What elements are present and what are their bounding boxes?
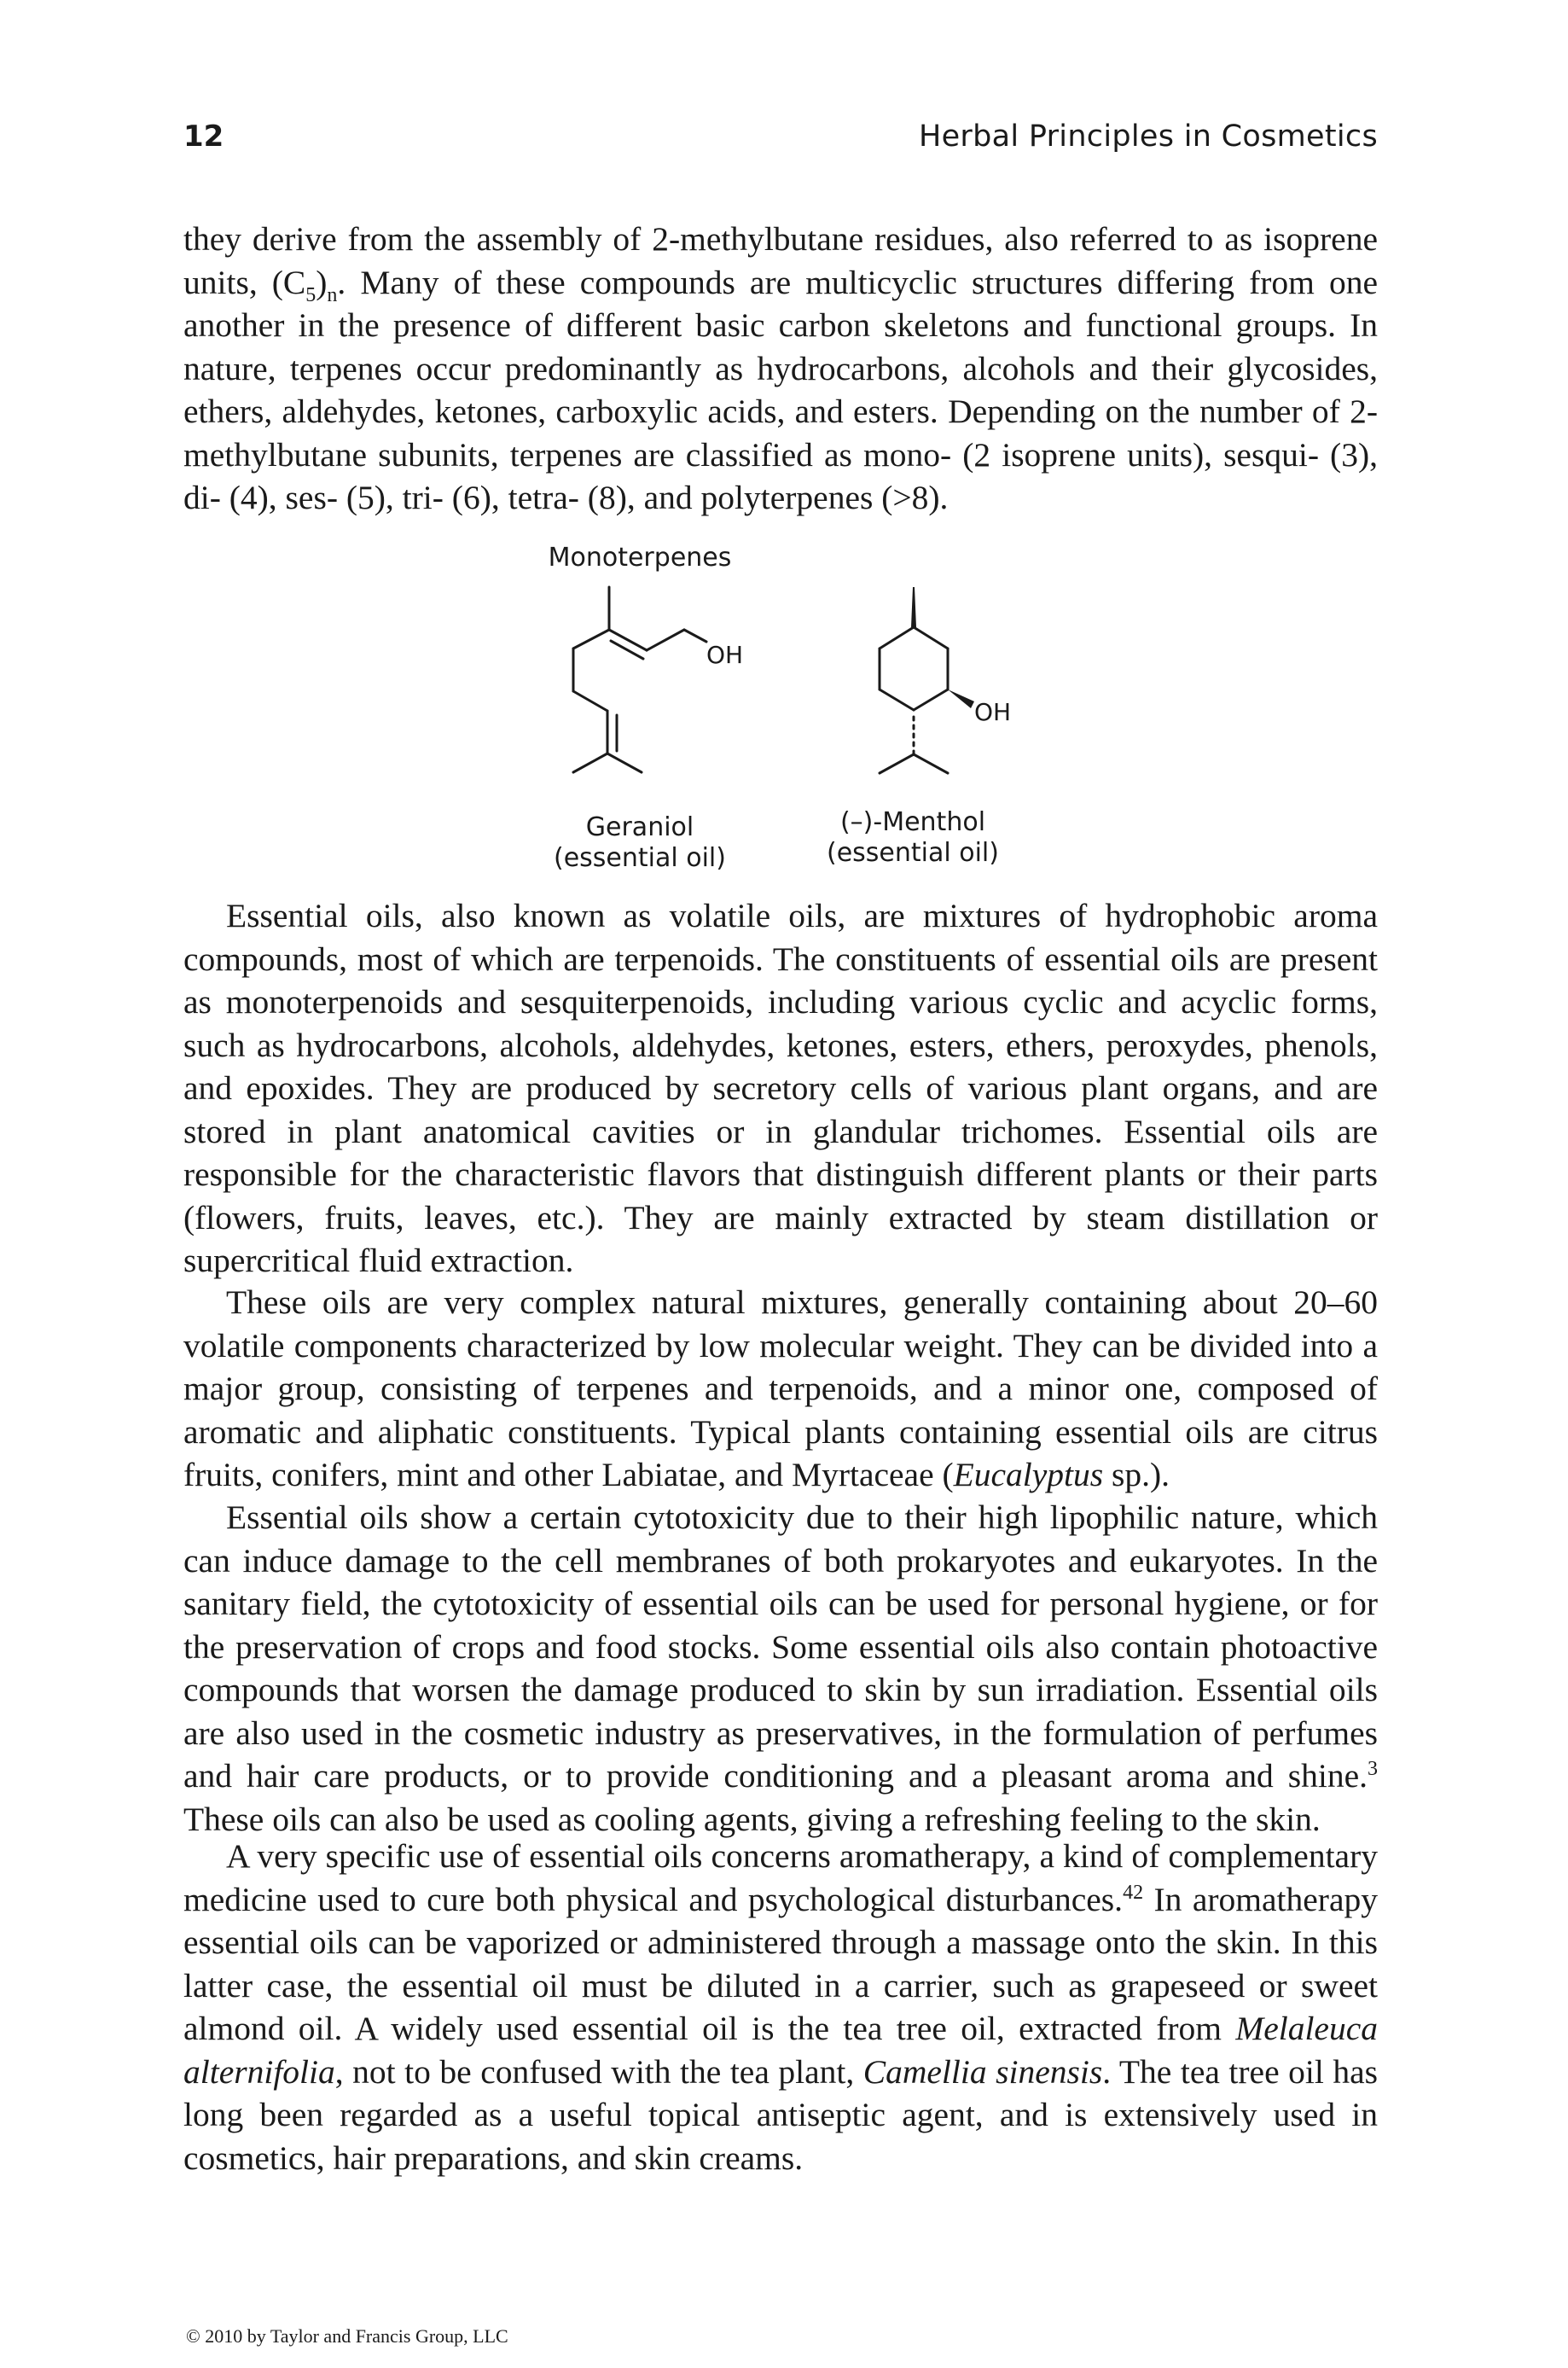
paragraph-1-text-a: they derive from the assembly of 2-methylbutane residues, also referred to as isoprene units, (C: [183, 220, 1378, 301]
species-melaleuca: Melaleuca alternifolia: [183, 2010, 1378, 2091]
paragraph-1-text-b: ): [316, 263, 328, 301]
running-title: Herbal Principles in Cosmetics: [918, 119, 1378, 154]
reference-3: 3: [1368, 1757, 1378, 1780]
menthol-label: (–)-Menthol: [839, 807, 986, 837]
menthol-note: (essential oil): [827, 838, 999, 868]
geraniol-structure: [573, 587, 706, 772]
methyl-wedge: [911, 587, 916, 627]
genus-eucalyptus: Eucalyptus: [953, 1456, 1104, 1493]
subscript-n: n: [327, 283, 338, 306]
paragraph-5-text-a: A very specific use of essential oils concerns aromatherapy, a kind of complementary medicine used to cure both physical and psychological disturbances.: [183, 1837, 1378, 1918]
oh-label-geraniol: OH: [706, 641, 744, 669]
paragraph-3-text-a: These oils are very complex natural mixtures, generally containing about 20–60 volatile components characterized by low molecular weight. They can be divided into a major group, consisting of terpenes and terpenoids, and a minor one, composed of aromatic and aliphatic constituents. Typical plants containing essential oils are citrus fruits, conifers, mint and other Labiatae, and Myrtaceae (: [183, 1283, 1378, 1493]
paragraph-1-text-c: . Many of these compounds are multicyclic structures differing from one another in the presence of different basic carbon skeletons and functional groups. In nature, terpenes occur predominantly as hydrocarbons, alcohols and their glycosides, ethers, aldehydes, ketones, carboxylic acids, and esters. Depending on the number of 2-methylbutane subunits, terpenes are classified as mono- (2 isoprene units), sesqui- (3), di- (4), ses- (5), tri- (6), tetra- (8), and polyterpenes (>8).: [183, 263, 1378, 516]
paragraph-5-text-c: , not to be confused with the tea plant,: [334, 2052, 863, 2091]
copyright-footer: © 2010 by Taylor and Francis Group, LLC: [186, 2325, 508, 2347]
paragraph-2-text: Essential oils, also known as volatile oils, are mixtures of hydrophobic aroma compounds, most of which are terpenoids. The constituents of essential oils are present as monoterpenoids and sesquiterpenoids, including various cyclic and acyclic forms, such as hydrocarbons, alcohols, aldehydes, ketones, esters, ethers, peroxydes, phenols, and epoxides. They are produced by secretory cells of various plant organs, and are stored in plant anatomical cavities or in glandular trichomes. Essential oils are responsible for the characteristic flavors that distinguish different plants or their parts (flowers, fruits, leaves, etc.). They are mainly extracted by steam distillation or supercritical fluid extraction.: [183, 897, 1378, 1279]
paragraph-3-text-b: sp.).: [1103, 1456, 1170, 1493]
paragraph-2: [183, 894, 1378, 1285]
figure-title: Monoterpenes: [548, 543, 732, 573]
monoterpenes-figure: [0, 0, 1568, 887]
page-number: 12: [183, 119, 224, 154]
menthol-structure: [880, 627, 948, 773]
paragraph-4-text-b: These oils can also be used as cooling agents, giving a refreshing feeling to the skin.: [183, 1800, 1321, 1838]
oh-label-menthol: OH: [974, 698, 1012, 726]
geraniol-note: (essential oil): [554, 843, 726, 873]
hydroxyl-wedge: [948, 689, 974, 708]
paragraph-4-text-a: Essential oils show a certain cytotoxicity due to their high lipophilic nature, which can induce damage to the cell membranes of both prokaryotes and eukaryotes. In the sanitary field, the cytotoxicity of essential oils can be used for personal hygiene, or for the preservation of crops and food stocks. Some essential oils also contain photoactive compounds that worsen the damage produced to skin by sun irradiation. Essential oils are also used in the cosmetic industry as preservatives, in the formulation of perfumes and hair care products, or to provide conditioning and a pleasant aroma and shine.: [183, 1498, 1378, 1795]
paragraph-5-text-b: In aromatherapy essential oils can be vaporized or administered through a massage onto the skin. In this latter case, the essential oil must be diluted in a carrier, such as grapeseed or sweet almond oil. A widely used essential oil is the tea tree oil, extracted from: [183, 1880, 1378, 2047]
paragraph-4: [183, 1496, 1378, 1843]
structure-drawings: [0, 0, 1568, 887]
paragraph-3: [183, 1281, 1378, 1499]
subscript-5: 5: [305, 283, 317, 306]
reference-42: 42: [1123, 1881, 1144, 1904]
paragraph-5: [183, 1835, 1378, 2182]
paragraph-5-text-d: . The tea tree oil has long been regarded as a useful topical antiseptic agent, and is extensively used in cosmetics, hair preparations, and skin creams.: [183, 2052, 1378, 2177]
geraniol-label: Geraniol: [585, 812, 694, 842]
species-camellia: Camellia sinensis: [862, 2052, 1103, 2091]
